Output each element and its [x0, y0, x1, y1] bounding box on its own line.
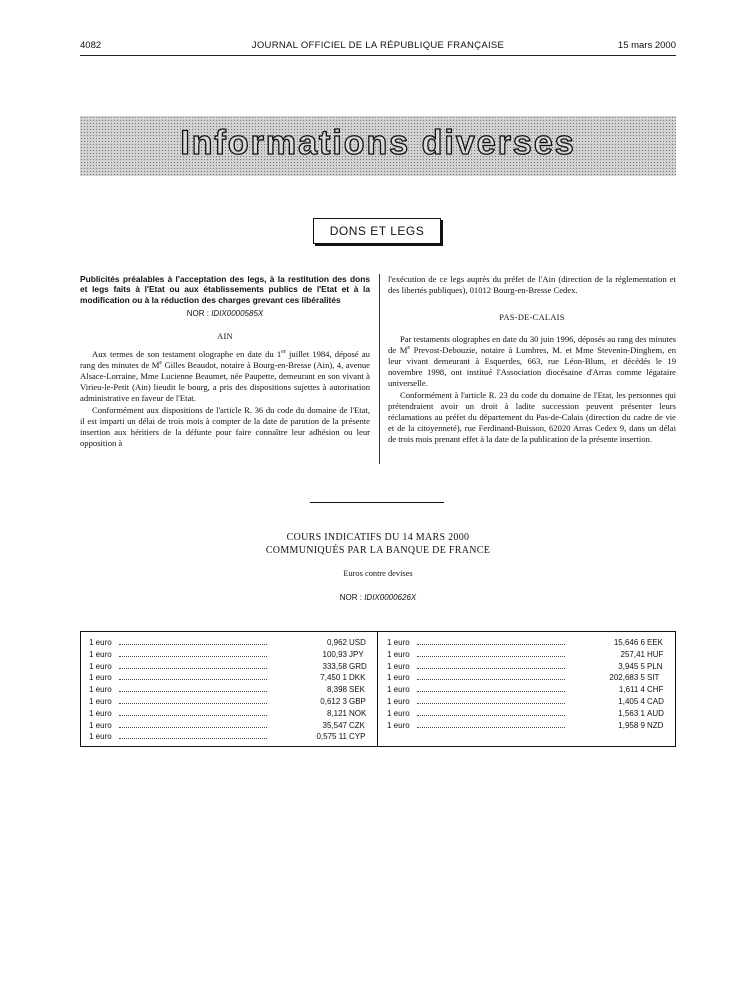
rate-row [89, 649, 373, 661]
currency-code: GBP [349, 696, 366, 706]
rate-row [387, 661, 671, 673]
banner-title: Informations diverses [180, 124, 576, 162]
rate-value: 3,945 5 [618, 661, 645, 671]
currency-code: DKK [349, 673, 366, 683]
rate-label: 1 euro [387, 685, 410, 695]
leader-dots [417, 668, 565, 669]
rates-left-column [89, 637, 373, 743]
rate-label: 1 euro [89, 696, 112, 706]
currency-code: GRD [349, 661, 367, 671]
leader-dots [417, 703, 565, 704]
currency-code: EEK [647, 638, 664, 647]
rate-row [387, 720, 671, 732]
rate-label: 1 euro [387, 696, 410, 706]
nor-label: NOR : [186, 309, 209, 319]
rate-value: 0,575 11 [316, 732, 347, 742]
ain-paragraph-3: l'exécution de ce legs auprès du préfet de l'Ain (direction de la réglementation et des libertés publiques), 01012 Bourg-en-Bresse Cedex. [388, 274, 676, 296]
rate-value: 8,121 [326, 708, 347, 718]
leader-dots [417, 691, 565, 692]
pdc-para1-sup: e [407, 344, 411, 351]
ain-paragraph-2: Conformément aux dispositions de l'article R. 36 du code du domaine de l'Etat, il est imparti un délai de trois mois à compter de la date de parution de la présente insertion aux héritiers de la défunte pour faire connaître leur adhésion ou leur opposition à [80, 404, 370, 449]
rate-label: 1 euro [387, 673, 410, 683]
rate-label: 1 euro [89, 720, 112, 730]
ain-para1-part-c: Gilles Beaudot, notaire à Bourg-en-Bresse (Ain), 4, avenue Alsace-Lorraine, Mme Lucienne Beaumet, née Paupette, demeurant en son vivant à Virieu-le-Petit (Ain) lieudit le bourg, a pris des dispositions sujettes à autorisation administrative en faveur de l'Etat. [80, 359, 370, 404]
leader-dots [417, 644, 565, 645]
notice-left-column [80, 274, 370, 449]
notice-title: Publicités préalables à l'acceptation des legs, à la restitution des dons et legs faits à l'Etat ou aux établissements publics de l'Etat et à la modification ou à la réduction des charges grevant ces libéralités [80, 274, 370, 305]
rate-row [387, 708, 671, 720]
rate-label: 1 euro [387, 708, 410, 718]
cours-nor-code: IDIX0000626X [364, 593, 417, 602]
rate-value: 35,547 [322, 720, 347, 730]
pdc-paragraph-1 [388, 334, 676, 390]
rate-value: 333,58 [322, 661, 347, 671]
ain-para1-sup: er [281, 348, 286, 355]
rate-label: 1 euro [387, 638, 410, 647]
rate-row [89, 720, 373, 732]
rate-value: 0,962 [326, 638, 347, 647]
rate-row [89, 696, 373, 708]
rates-column-divider [377, 632, 378, 746]
currency-code: PLN [647, 661, 663, 671]
pdc-para1-part-a: Par testaments olographes en date du 30 juin 1996, déposés au rang des minutes de M [388, 333, 676, 355]
rate-row [89, 672, 373, 684]
rate-row [89, 684, 373, 696]
leader-dots [119, 656, 267, 657]
currency-code: NZD [647, 720, 664, 730]
section-title: DONS ET LEGS [313, 218, 441, 244]
page-number: 4082 [80, 40, 102, 51]
region-heading-ain: AIN [217, 332, 233, 342]
rate-row [89, 708, 373, 720]
leader-dots [119, 703, 267, 704]
leader-dots [417, 656, 565, 657]
ain-para1-part-a: Aux termes de son testament olographe en date du 1 [92, 348, 282, 359]
rate-label: 1 euro [89, 661, 112, 671]
pdc-paragraph-2: Conformément à l'article R. 23 du code du domaine de l'Etat, les personnes qui prétendraient avoir un droit à ladite succession peuvent présenter leurs réclamations au préfet du département du Pas-de-Calais (direction du cadre de vie et de la citoyenneté), rue Ferdinand-Buisson, 62020 Arras Cedex 9, dans un délai de trois mois prenant effet à la date de la publication de la présente insertion. [388, 389, 676, 445]
currency-code: JPY [349, 649, 364, 659]
currency-code: SEK [349, 685, 366, 695]
rate-label: 1 euro [387, 720, 410, 730]
rate-label: 1 euro [387, 661, 410, 671]
rate-label: 1 euro [89, 685, 112, 695]
rate-value: 15,646 6 [613, 638, 645, 647]
column-divider [379, 274, 380, 464]
currency-code: CZK [349, 720, 365, 730]
publication-date: 15 mars 2000 [617, 40, 676, 51]
currency-code: HUF [647, 649, 664, 659]
cours-nor-label: NOR : [339, 593, 362, 602]
rate-value: 1,611 4 [618, 685, 645, 695]
ain-para1-sup2: e [159, 359, 163, 366]
rate-label: 1 euro [89, 732, 112, 742]
rate-label: 1 euro [89, 673, 112, 683]
nor-code: IDIX0000585X [211, 309, 264, 319]
leader-dots [417, 679, 565, 680]
currency-code: CYP [349, 732, 366, 742]
pdc-para1-part-b: Prevost-Debouzie, notaire à Lumbres, M. et Mme Stevenin-Dinghem, en leur vivant demeurant à Esquerdes, 663, rue Léon-Blum, et décédés le 19 novembre 1998, ont institué l'Association diocésaine d'Arras comme légataire universelle. [388, 344, 676, 389]
ain-para1-part-b: juillet 1984, déposé au rang des minutes de M [80, 348, 370, 370]
cours-title [80, 531, 676, 557]
rate-row [387, 684, 671, 696]
currency-code: CHF [647, 685, 664, 695]
exchange-rates-table [80, 631, 676, 747]
currency-code: AUD [647, 708, 664, 718]
leader-dots [119, 738, 267, 739]
rate-value: 1,405 4 [618, 696, 645, 706]
rate-row [387, 672, 671, 684]
rate-label: 1 euro [89, 708, 112, 718]
cours-title-line-2: COMMUNIQUÉS PAR LA BANQUE DE FRANCE [265, 545, 491, 556]
leader-dots [417, 727, 565, 728]
rate-value: 257,41 [620, 649, 645, 659]
leader-dots [417, 715, 565, 716]
rate-value: 1,958 9 [618, 720, 645, 730]
rate-row [387, 696, 671, 708]
page-header [80, 40, 676, 56]
currency-code: CAD [647, 696, 664, 706]
leader-dots [119, 727, 267, 728]
currency-code: USD [349, 638, 366, 647]
leader-dots [119, 668, 267, 669]
rate-label: 1 euro [89, 649, 112, 659]
currency-code: SIT [647, 673, 660, 683]
rate-row [89, 637, 373, 649]
header-divider [80, 55, 676, 56]
region-heading-pas-de-calais: PAS-DE-CALAIS [499, 313, 565, 323]
currency-code: NOK [349, 708, 367, 718]
leader-dots [119, 715, 267, 716]
notice-nor [80, 308, 370, 319]
rate-value: 1,563 1 [618, 708, 645, 718]
rate-value: 7,450 1 [320, 673, 347, 683]
leader-dots [119, 644, 267, 645]
rate-label: 1 euro [89, 638, 112, 647]
journal-title: JOURNAL OFFICIEL DE LA RÉPUBLIQUE FRANÇAISE [251, 40, 505, 51]
notice-right-column [388, 274, 676, 446]
rate-label: 1 euro [387, 649, 410, 659]
banner [80, 116, 676, 176]
ain-paragraph-1 [80, 349, 370, 405]
leader-dots [119, 691, 267, 692]
cours-title-line-1: COURS INDICATIFS DU 14 MARS 2000 [286, 532, 470, 543]
cours-nor [80, 593, 676, 602]
leader-dots [119, 679, 267, 680]
rate-value: 8,398 [326, 685, 347, 695]
cours-subtitle: Euros contre devises [343, 569, 413, 578]
rate-value: 100,93 [322, 649, 347, 659]
rate-row [387, 637, 671, 649]
rate-row [387, 649, 671, 661]
rate-value: 0,612 3 [320, 696, 347, 706]
rate-row [89, 731, 373, 743]
section-divider [310, 502, 444, 503]
rates-right-column [387, 637, 671, 731]
rate-value: 202,683 5 [609, 673, 645, 683]
rate-row [89, 661, 373, 673]
